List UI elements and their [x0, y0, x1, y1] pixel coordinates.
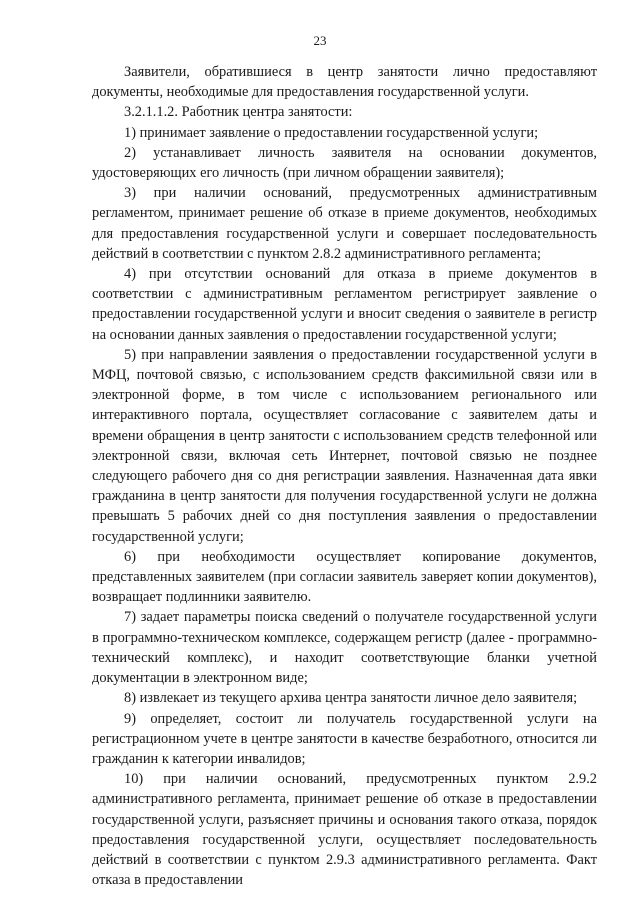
paragraph: 4) при отсутствии оснований для отказа в приеме документов в соответствии с административным регламентом регистрирует заявление о предоставлении государственной услуги и вносит сведения о заявителе в регистр на основании данных заявления о предоставлении государственной услуги;: [92, 266, 597, 343]
document-body: [92, 62, 597, 890]
paragraph: Заявители, обратившиеся в центр занятости лично предоставляют документы, необходимые для предоставления государственной услуги.: [92, 64, 597, 101]
paragraph: 9) определяет, состоит ли получатель государственной услуги на регистрационном учете в центре занятости в качестве безработного, относится ли гражданин к категории инвалидов;: [92, 710, 597, 767]
paragraph: 8) извлекает из текущего архива центра занятости личное дело заявителя;: [124, 690, 578, 707]
paragraph: 3) при наличии оснований, предусмотренных административным регламентом, принимает решение об отказе в приеме документов, необходимых для предоставления государственной услуги и совершает последовательность действий в соответствии с пунктом 2.8.2 административного регламента;: [92, 185, 597, 262]
paragraph: 5) при направлении заявления о предоставлении государственной услуги в МФЦ, почтовой связью, с использованием средств факсимильной связи или в электронной форме, в том числе с использованием регионального или интерактивного портала, осуществляет согласование с заявителем даты и времени обращения в центр занятости с использованием средств телефонной или электронной связи, включая сеть Интернет, почтовой связью не позднее следующего рабочего дня со дня регистрации заявления. Назначенная дата явки гражданина в центр занятости для получения государственной услуги не должна превышать 5 рабочих дней со дня поступления заявления о предоставлении государственной услуги;: [92, 346, 597, 545]
paragraph: 2) устанавливает личность заявителя на основании документов, удостоверяющих его личность (при личном обращении заявителя);: [92, 144, 597, 182]
paragraph: 3.2.1.1.2. Работник центра занятости:: [124, 104, 353, 121]
page-number: 23: [313, 33, 327, 48]
paragraph: 10) при наличии оснований, предусмотренных пунктом 2.9.2 административного регламента, принимает решение об отказе в предоставлении государственной услуги, разъясняет причины и основания такого отказа, порядок предоставления государственной услуги, осуществляет последовательность действий в соответствии с пунктом 2.9.3 административного регламента. Факт отказа в предоставлении: [92, 771, 597, 889]
paragraph: 1) принимает заявление о предоставлении государственной услуги;: [124, 124, 539, 141]
paragraph: 7) задает параметры поиска сведений о получателе государственной услуги в программно-техническом комплексе, содержащем регистр (далее - программно-технический комплекс), и находит соответствующие бланки учетной документации в электронном виде;: [92, 609, 597, 687]
paragraph: 6) при необходимости осуществляет копирование документов, представленных заявителем (при согласии заявитель заверяет копии документов), возвращает подлинники заявителю.: [92, 548, 597, 606]
